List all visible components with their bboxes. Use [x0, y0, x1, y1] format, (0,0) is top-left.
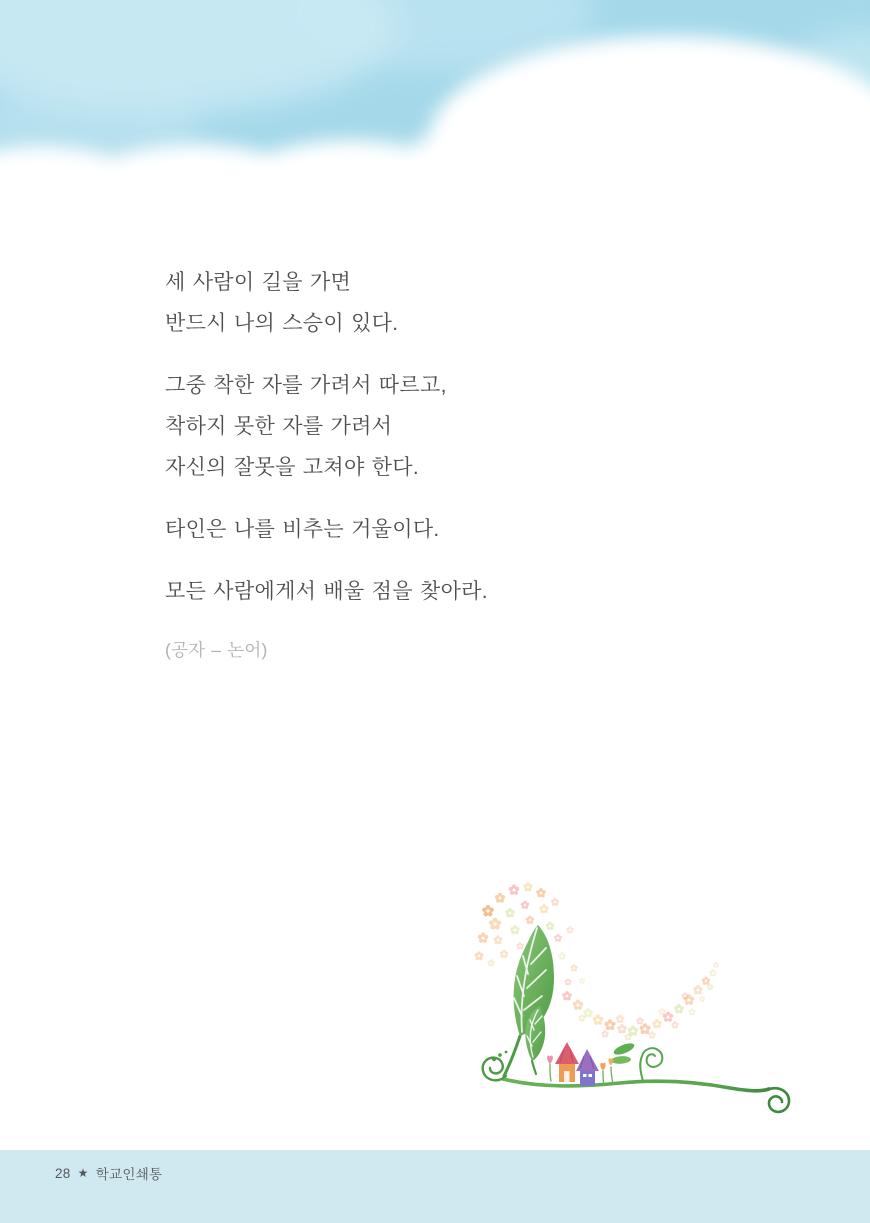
leaf-pair: [611, 1041, 636, 1065]
poem-line: 모든 사람에게서 배울 점을 찾아라.: [165, 580, 488, 603]
vine-curl: [642, 1048, 662, 1067]
page-footer: [0, 1150, 870, 1223]
poem-attribution: (공자 – 논어): [165, 640, 268, 660]
poem-stanza: [165, 365, 685, 488]
vine-right-spiral: [769, 1088, 789, 1112]
poem-text: [165, 262, 685, 667]
floral-illustration: [470, 878, 810, 1118]
poem-stanza: [165, 509, 685, 550]
clouds-art: [0, 0, 870, 200]
house-purple: [576, 1049, 599, 1086]
poem-line: 착하지 못한 자를 가려서: [165, 415, 393, 438]
footer-text: [55, 1163, 162, 1183]
sky-clouds-banner: [0, 0, 870, 200]
poem-line: 그중 착한 자를 가려서 따르고,: [165, 374, 447, 397]
poem-line: 타인은 나를 비추는 거울이다.: [165, 518, 440, 541]
poem-stanza: [165, 262, 685, 344]
page-number: 28: [55, 1165, 71, 1181]
star-icon: ★: [77, 1166, 89, 1180]
poem-line: 세 사람이 길을 가면: [165, 271, 352, 294]
poem-line: 자신의 잘못을 고쳐야 한다.: [165, 456, 419, 479]
poem-line: 반드시 나의 스승이 있다.: [165, 312, 399, 335]
brand-name: 학교인쇄통: [95, 1167, 163, 1182]
poem-stanza: [165, 571, 685, 612]
flower-cluster-arc: [562, 962, 719, 1040]
house-orange: [555, 1042, 579, 1082]
